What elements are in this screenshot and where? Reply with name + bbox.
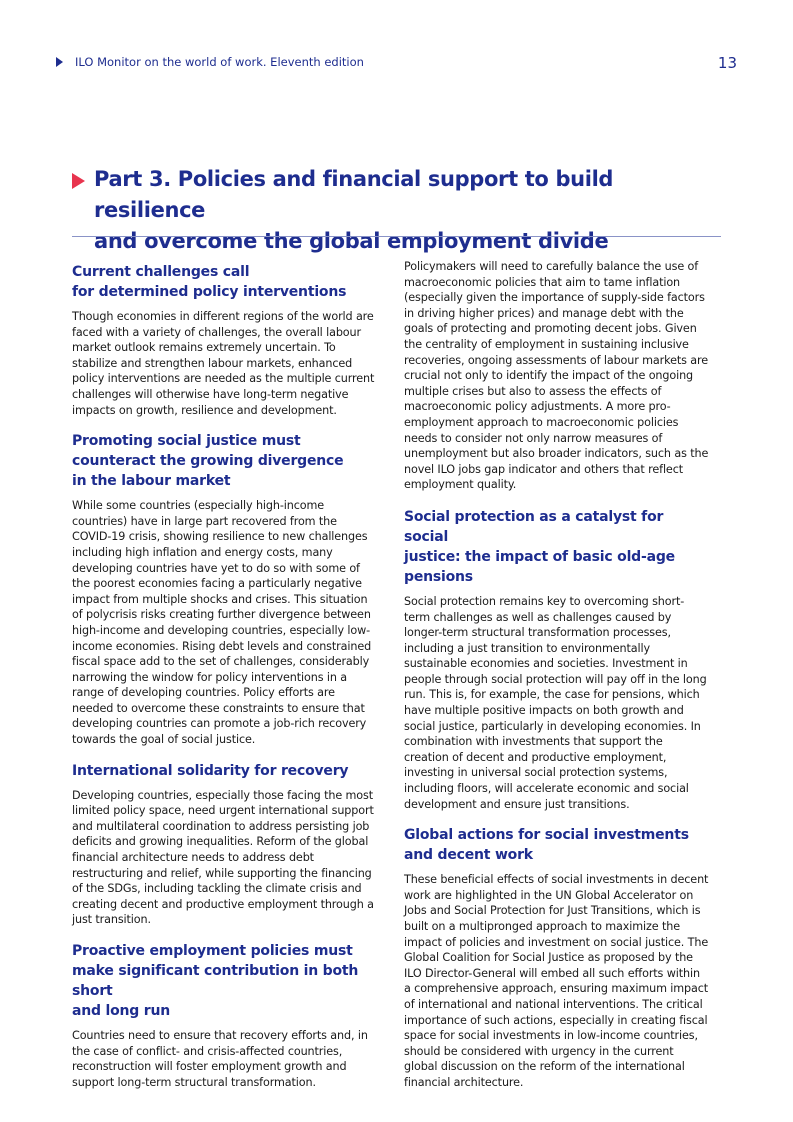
publication-title: ILO Monitor on the world of work. Eleventh edition [75,55,364,69]
heading-line: make significant contribution in both short [72,963,359,999]
section-proactive-employment [72,941,377,1090]
section-body: Though economies in different regions of the world are faced with a variety of challenges, the overall labour market outlook remains extremely uncertain. To stabilize and strengthen labour markets, enhanced policy interventions are needed as the multiple current challenges will otherwise have long-term negative impacts on growth, resilience and development. [72,310,375,417]
page-number: 13 [717,54,737,72]
section-body: While some countries (especially high-income countries) have in large part recovered from the COVID-19 crisis, showing resilience to new challenges including high inflation and energy costs, many developing countries have yet to do so with some of the poorest economies facing a particularly negative impact from multiple shocks and crises. This situation of polycrisis risks creating further divergence between high-income and developing countries, especially low-income economies. Rising debt levels and constrained fiscal space add to the set of challenges, considerably narrowing the window for policy interventions in a range of developing countries. Policy efforts are needed to overcome these constraints to ensure that developing countries can promote a job-rich recovery towards the goal of social justice. [72,499,372,747]
section-current-challenges [72,262,377,418]
section-body: Countries need to ensure that recovery efforts and, in the case of conflict- and crisis-affected countries, reconstruction will foster employment growth and support long-term structural transformation. [72,1029,368,1089]
heading-line: counteract the growing divergence [72,453,344,470]
heading-line: justice: the impact of basic old-age [404,548,675,565]
heading-line: Proactive employment policies must [72,943,353,959]
heading-line: Current challenges call [72,264,250,280]
section-heading [72,941,377,1021]
heading-line: Promoting social justice must [72,433,301,450]
right-column [404,259,709,1104]
heading-line: and decent work [404,847,533,864]
heading-line: for determined policy interventions [72,284,347,300]
page-header [56,54,739,72]
heading-line: Social protection as a catalyst for social [404,508,664,545]
section-social-justice [72,431,377,748]
section-global-actions [404,825,709,1090]
section-continuation [404,259,709,493]
title-triangle-icon [72,173,85,189]
section-heading [72,262,377,302]
heading-line: pensions [404,568,473,585]
section-body: Developing countries, especially those facing the most limited policy space, need urgent international support and multilateral coordination to address persisting job deficits and growing inequalities. Reform of the global financial architecture needs to address debt restructuring and relief, while supporting the financing of the SDGs, including tackling the climate crisis and creating decent and productive employment through a just transition. [72,788,374,927]
section-body: These beneficial effects of social investments in decent work are highlighted in the UN Global Accelerator on Jobs and Social Protection for Just Transitions, which is built on a multipronged approach to maximize the impact of policies and investment on social justice. The Global Coalition for Social Justice as proposed by the ILO Director-General will embed all such efforts within a comprehensive approach, ensuring maximum impact of international and national interventions. The critical importance of such actions, especially in creating fiscal space for social investments in low-income countries, should be considered with urgency in the current global discussion on the reform of the international financial architecture. [404,873,709,1089]
section-heading [404,825,709,865]
heading-line: Global actions for social investments [404,827,689,844]
part-title [72,164,712,257]
section-body: Policymakers will need to carefully balance the use of macroeconomic policies that aim to tame inflation (especially given the importance of supply-side factors in driving higher prices) and manage debt with the goals of protecting and promoting decent jobs. Given the centrality of employment in sustaining inclusive recoveries, ongoing assessments of labour markets are crucial not only to identify the impact of the ongoing multiple crises but also to assess the effects of macroeconomic policy adjustments. A more pro-employment approach to macroeconomic policies needs to consider not only narrow measures of unemployment but also broader indicators, such as the novel ILO jobs gap indicator and others that reflect employment quality. [404,260,709,492]
section-social-protection [404,507,709,812]
header-triangle-icon [56,57,63,67]
section-heading [404,507,709,587]
heading-line: in the labour market [72,473,231,490]
section-body: Social protection remains key to overcoming short-term challenges as well as challenges caused by longer-term structural transformation processes, including a just transition to environmentally sustainable economies and societies. Investment in people through social protection will pay off in the long run. This is, for example, the case for pensions, which have multiple positive impacts on both growth and social justice, particularly in developing economies. In combination with investments that support the creation of decent and productive employment, investing in universal social protection systems, including floors, will accelerate economic and social development and ensure just transitions. [404,594,707,811]
part-title-text [94,164,712,257]
heading-line: International solidarity for recovery [72,762,349,779]
section-heading [72,761,377,781]
heading-line: and long run [72,1003,171,1019]
left-column [72,262,377,1103]
title-divider [72,236,721,237]
part-title-line-1: Part 3. Policies and financial support to build resilience [94,167,614,222]
section-international-solidarity [72,761,377,928]
section-heading [72,431,377,491]
part-title-line-2: and overcome the global employment divide [94,229,609,253]
